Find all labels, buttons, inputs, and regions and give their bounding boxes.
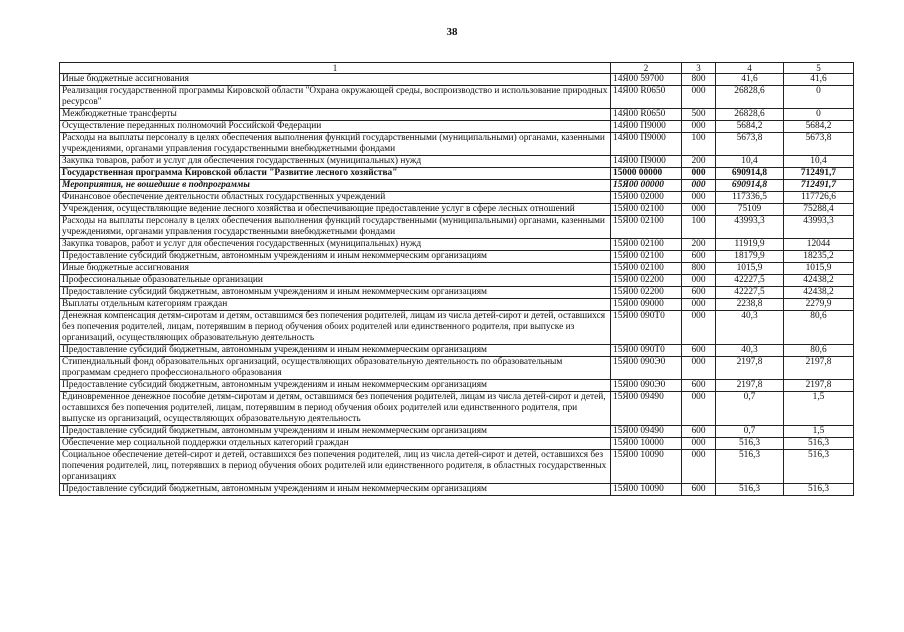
row-value-4-cell: 42227,5 bbox=[716, 287, 784, 299]
row-value-4-cell: 40,3 bbox=[716, 311, 784, 345]
row-type-cell: 600 bbox=[682, 484, 716, 496]
row-value-5-cell: 43993,3 bbox=[784, 216, 854, 239]
row-value-5-cell: 0 bbox=[784, 86, 854, 109]
row-name-cell: Осуществление переданных полномочий Российской Федерации bbox=[60, 121, 611, 133]
row-value-5-cell: 712491,7 bbox=[784, 180, 854, 192]
row-type-cell: 500 bbox=[682, 109, 716, 121]
row-type-cell: 000 bbox=[682, 299, 716, 311]
row-name-cell: Финансовое обеспечение деятельности областных государственных учреждений bbox=[60, 192, 611, 204]
row-code-cell: 15Я00 10090 bbox=[611, 450, 682, 484]
row-value-4-cell: 10,4 bbox=[716, 156, 784, 168]
row-type-cell: 200 bbox=[682, 239, 716, 251]
row-code-cell: 15Я00 02100 bbox=[611, 263, 682, 275]
row-value-5-cell: 117726,6 bbox=[784, 192, 854, 204]
row-name-cell: Выплаты отдельным категориям граждан bbox=[60, 299, 611, 311]
row-value-5-cell: 42438,2 bbox=[784, 275, 854, 287]
row-value-4-cell: 5673,8 bbox=[716, 133, 784, 156]
row-name-cell: Обеспечение мер социальной поддержки отдельных категорий граждан bbox=[60, 438, 611, 450]
table-row bbox=[60, 133, 854, 156]
row-value-5-cell: 41,6 bbox=[784, 74, 854, 86]
row-type-cell: 600 bbox=[682, 345, 716, 357]
row-name-cell: Предоставление субсидий бюджетным, автономным учреждениям и иным некоммерческим организациям bbox=[60, 380, 611, 392]
row-value-4-cell: 0,7 bbox=[716, 426, 784, 438]
row-name-cell: Закупка товаров, работ и услуг для обеспечения государственных (муниципальных) нужд bbox=[60, 156, 611, 168]
header-cell-2: 2 bbox=[611, 63, 682, 74]
table-row bbox=[60, 426, 854, 438]
row-value-5-cell: 1,5 bbox=[784, 426, 854, 438]
row-value-5-cell: 712491,7 bbox=[784, 168, 854, 180]
table-row bbox=[60, 74, 854, 86]
budget-table bbox=[59, 62, 854, 496]
row-value-4-cell: 516,3 bbox=[716, 450, 784, 484]
header-cell-5: 5 bbox=[784, 63, 854, 74]
row-value-4-cell: 1015,9 bbox=[716, 263, 784, 275]
table-row bbox=[60, 180, 854, 192]
row-type-cell: 000 bbox=[682, 438, 716, 450]
table-row bbox=[60, 239, 854, 251]
row-type-cell: 000 bbox=[682, 204, 716, 216]
row-type-cell: 000 bbox=[682, 450, 716, 484]
row-value-4-cell: 5684,2 bbox=[716, 121, 784, 133]
row-name-cell: Единовременное денежное пособие детям-сиротам и детям, оставшимся без попечения родителей, лицам из числа детей-сирот и детей, оставшихся без попечения родителей, лицам, потерявшим в период обучения обоих родителей или единственного родителя, при выпуске из организаций, осуществляющих образовательную деятельность bbox=[60, 392, 611, 426]
row-value-5-cell: 516,3 bbox=[784, 450, 854, 484]
page-number: 38 bbox=[446, 26, 458, 38]
row-name-cell: Профессиональные образовательные организации bbox=[60, 275, 611, 287]
table-header-row bbox=[60, 63, 854, 74]
table-row bbox=[60, 121, 854, 133]
row-value-5-cell: 10,4 bbox=[784, 156, 854, 168]
row-value-4-cell: 2197,8 bbox=[716, 357, 784, 380]
row-name-cell: Учреждения, осуществляющие ведение лесного хозяйства и обеспечивающие предоставление услуг в сфере лесных отношений bbox=[60, 204, 611, 216]
row-code-cell: 14Я00 П9000 bbox=[611, 121, 682, 133]
row-value-5-cell: 2197,8 bbox=[784, 380, 854, 392]
row-value-5-cell: 12044 bbox=[784, 239, 854, 251]
table-row bbox=[60, 86, 854, 109]
row-type-cell: 000 bbox=[682, 357, 716, 380]
row-type-cell: 000 bbox=[682, 168, 716, 180]
table-row bbox=[60, 216, 854, 239]
row-name-cell: Предоставление субсидий бюджетным, автономным учреждениям и иным некоммерческим организациям bbox=[60, 426, 611, 438]
row-name-cell: Расходы на выплаты персоналу в целях обеспечения выполнения функций государственными (муниципальными) органами, казенными учреждениями, органами управления государственными внебюджетными фондами bbox=[60, 216, 611, 239]
row-code-cell: 15Я00 02100 bbox=[611, 239, 682, 251]
row-type-cell: 800 bbox=[682, 74, 716, 86]
row-name-cell: Межбюджетные трансферты bbox=[60, 109, 611, 121]
row-name-cell: Предоставление субсидий бюджетным, автономным учреждениям и иным некоммерческим организациям bbox=[60, 287, 611, 299]
table-row bbox=[60, 311, 854, 345]
row-code-cell: 15Я00 09490 bbox=[611, 392, 682, 426]
row-type-cell: 000 bbox=[682, 86, 716, 109]
table-row bbox=[60, 438, 854, 450]
row-code-cell: 15Я00 02200 bbox=[611, 275, 682, 287]
row-value-4-cell: 43993,3 bbox=[716, 216, 784, 239]
row-code-cell: 15Я00 02100 bbox=[611, 251, 682, 263]
row-value-4-cell: 690914,8 bbox=[716, 180, 784, 192]
row-value-5-cell: 75288,4 bbox=[784, 204, 854, 216]
row-name-cell: Государственная программа Кировской области "Развитие лесного хозяйства" bbox=[60, 168, 611, 180]
row-name-cell: Мероприятия, не вошедшие в подпрограммы bbox=[60, 180, 611, 192]
row-value-4-cell: 11919,9 bbox=[716, 239, 784, 251]
table-row bbox=[60, 109, 854, 121]
header-cell-1: 1 bbox=[60, 63, 611, 74]
row-code-cell: 15Я00 00000 bbox=[611, 180, 682, 192]
table-row bbox=[60, 204, 854, 216]
table-row bbox=[60, 345, 854, 357]
row-type-cell: 600 bbox=[682, 380, 716, 392]
row-value-4-cell: 26828,6 bbox=[716, 109, 784, 121]
table-row bbox=[60, 357, 854, 380]
row-code-cell: 15Я00 02200 bbox=[611, 287, 682, 299]
row-type-cell: 000 bbox=[682, 311, 716, 345]
header-cell-4: 4 bbox=[716, 63, 784, 74]
row-value-4-cell: 690914,8 bbox=[716, 168, 784, 180]
row-code-cell: 15Я00 10000 bbox=[611, 438, 682, 450]
row-name-cell: Денежная компенсация детям-сиротам и детям, оставшимся без попечения родителей, лицам из числа детей-сирот и детей, оставшихся без попечения родителей, лицам, потерявшим в период обучения обоих родителей или единственного родителя, при выпуске из организаций, осуществляющих образовательную деятельность bbox=[60, 311, 611, 345]
row-value-4-cell: 0,7 bbox=[716, 392, 784, 426]
row-value-5-cell: 18235,2 bbox=[784, 251, 854, 263]
table-row bbox=[60, 380, 854, 392]
row-code-cell: 15Я00 10090 bbox=[611, 484, 682, 496]
row-type-cell: 100 bbox=[682, 133, 716, 156]
row-value-5-cell: 1,5 bbox=[784, 392, 854, 426]
row-code-cell: 15000 00000 bbox=[611, 168, 682, 180]
row-name-cell: Предоставление субсидий бюджетным, автономным учреждениям и иным некоммерческим организациям bbox=[60, 345, 611, 357]
row-value-4-cell: 40,3 bbox=[716, 345, 784, 357]
table-row bbox=[60, 392, 854, 426]
table-row bbox=[60, 299, 854, 311]
row-name-cell: Социальное обеспечение детей-сирот и детей, оставшихся без попечения родителей, лиц из числа детей-сирот и детей, оставшихся без попечения родителей, лиц, потерявших в период обучения обоих родителей или единственного родителя, в областных государственных организациях bbox=[60, 450, 611, 484]
row-code-cell: 14Я00 П9000 bbox=[611, 133, 682, 156]
row-code-cell: 15Я00 090Т0 bbox=[611, 345, 682, 357]
row-value-4-cell: 75109 bbox=[716, 204, 784, 216]
row-name-cell: Предоставление субсидий бюджетным, автономным учреждениям и иным некоммерческим организациям bbox=[60, 251, 611, 263]
table-row bbox=[60, 251, 854, 263]
row-value-4-cell: 117336,5 bbox=[716, 192, 784, 204]
row-value-5-cell: 80,6 bbox=[784, 311, 854, 345]
row-name-cell: Иные бюджетные ассигнования bbox=[60, 263, 611, 275]
row-code-cell: 15Я00 090Э0 bbox=[611, 380, 682, 392]
row-value-4-cell: 2238,8 bbox=[716, 299, 784, 311]
table-row bbox=[60, 450, 854, 484]
row-code-cell: 15Я00 09000 bbox=[611, 299, 682, 311]
table-row bbox=[60, 192, 854, 204]
row-value-4-cell: 26828,6 bbox=[716, 86, 784, 109]
row-value-4-cell: 42227,5 bbox=[716, 275, 784, 287]
row-type-cell: 000 bbox=[682, 275, 716, 287]
row-type-cell: 000 bbox=[682, 180, 716, 192]
row-type-cell: 000 bbox=[682, 121, 716, 133]
row-name-cell: Иные бюджетные ассигнования bbox=[60, 74, 611, 86]
row-name-cell: Закупка товаров, работ и услуг для обеспечения государственных (муниципальных) нужд bbox=[60, 239, 611, 251]
row-code-cell: 15Я00 090Т0 bbox=[611, 311, 682, 345]
row-value-4-cell: 41,6 bbox=[716, 74, 784, 86]
row-type-cell: 600 bbox=[682, 287, 716, 299]
header-cell-3: 3 bbox=[682, 63, 716, 74]
table-row bbox=[60, 156, 854, 168]
row-value-5-cell: 516,3 bbox=[784, 484, 854, 496]
row-code-cell: 15Я00 02000 bbox=[611, 192, 682, 204]
row-value-4-cell: 18179,9 bbox=[716, 251, 784, 263]
row-type-cell: 000 bbox=[682, 392, 716, 426]
table-row bbox=[60, 263, 854, 275]
row-value-5-cell: 0 bbox=[784, 109, 854, 121]
row-type-cell: 800 bbox=[682, 263, 716, 275]
row-name-cell: Реализация государственной программы Кировской области "Охрана окружающей среды, воспроизводство и использование природных ресурсов" bbox=[60, 86, 611, 109]
row-type-cell: 100 bbox=[682, 216, 716, 239]
row-type-cell: 600 bbox=[682, 251, 716, 263]
row-value-4-cell: 516,3 bbox=[716, 438, 784, 450]
row-type-cell: 600 bbox=[682, 426, 716, 438]
row-value-5-cell: 1015,9 bbox=[784, 263, 854, 275]
row-value-5-cell: 42438,2 bbox=[784, 287, 854, 299]
row-value-4-cell: 516,3 bbox=[716, 484, 784, 496]
row-value-4-cell: 2197,8 bbox=[716, 380, 784, 392]
row-code-cell: 15Я00 02100 bbox=[611, 216, 682, 239]
row-type-cell: 000 bbox=[682, 192, 716, 204]
row-code-cell: 14Я00 59700 bbox=[611, 74, 682, 86]
row-name-cell: Расходы на выплаты персоналу в целях обеспечения выполнения функций государственными (муниципальными) органами, казенными учреждениями, органами управления государственными внебюджетными фондами bbox=[60, 133, 611, 156]
row-value-5-cell: 5684,2 bbox=[784, 121, 854, 133]
row-code-cell: 14Я00 П9000 bbox=[611, 156, 682, 168]
row-type-cell: 200 bbox=[682, 156, 716, 168]
table-row bbox=[60, 168, 854, 180]
row-name-cell: Предоставление субсидий бюджетным, автономным учреждениям и иным некоммерческим организациям bbox=[60, 484, 611, 496]
row-value-5-cell: 80,6 bbox=[784, 345, 854, 357]
row-value-5-cell: 2279,9 bbox=[784, 299, 854, 311]
table-row bbox=[60, 275, 854, 287]
row-code-cell: 15Я00 09490 bbox=[611, 426, 682, 438]
row-code-cell: 15Я00 090Э0 bbox=[611, 357, 682, 380]
table-row bbox=[60, 287, 854, 299]
row-code-cell: 15Я00 02100 bbox=[611, 204, 682, 216]
row-value-5-cell: 5673,8 bbox=[784, 133, 854, 156]
row-code-cell: 14Я00 R0650 bbox=[611, 109, 682, 121]
table-row bbox=[60, 484, 854, 496]
row-value-5-cell: 516,3 bbox=[784, 438, 854, 450]
row-name-cell: Стипендиальный фонд образовательных организаций, осуществляющих образовательную деятельность по образовательным программам среднего профессионального образования bbox=[60, 357, 611, 380]
row-code-cell: 14Я00 R0650 bbox=[611, 86, 682, 109]
row-value-5-cell: 2197,8 bbox=[784, 357, 854, 380]
